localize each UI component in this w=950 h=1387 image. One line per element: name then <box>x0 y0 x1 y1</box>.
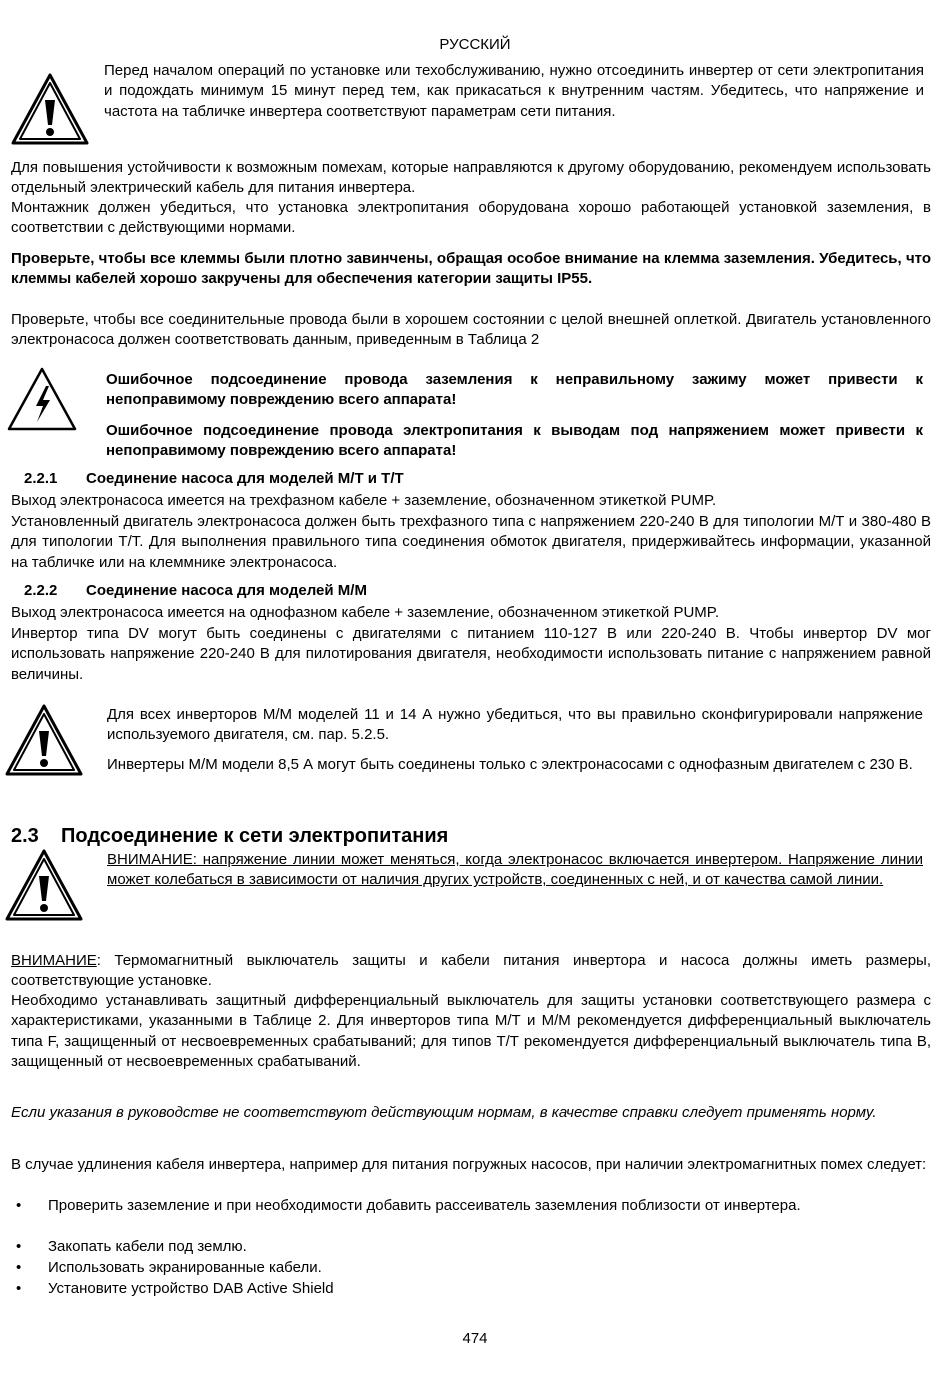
section-title: Соединение насоса для моделей М/М <box>86 582 367 599</box>
page-header-language: РУССКИЙ <box>439 36 511 53</box>
attention-text: : Термомагнитный выключатель защиты и кабели питания инвертора и насоса должны иметь размеры, соответствующие установке. <box>11 952 931 990</box>
list-item-text: Использовать экранированные кабели. <box>48 1259 322 1276</box>
warning-triangle-icon <box>10 72 90 146</box>
electric-shock-icon <box>6 366 78 432</box>
paragraph-terminals-bold: Проверьте, чтобы все клеммы были плотно завинчены, обращая особое внимание на клемма заземления. Убедитесь, что клеммы кабелей хорошо закручены для обеспечения категории защиты IP55. <box>11 250 931 288</box>
section-number: 2.2.2 <box>24 582 58 599</box>
list-item <box>12 1237 930 1257</box>
bullet-icon: • <box>16 1197 22 1214</box>
warning-shock-2: Ошибочное подсоединение провода электропитания к выводам под напряжением может привести к непоправимому повреждению всего аппарата! <box>106 422 923 460</box>
warning-paragraph-disconnect: Перед началом операций по установке или техобслуживанию, нужно отсоединить инвертер от сети электропитания и подождать минимум 15 минут перед тем, как прикасаться к внутренним частям. Убедитесь, что напряжение и частота на табличке инвертера соответствуют параметрам сети питания. <box>104 62 924 120</box>
list-item-text: Закопать кабели под землю. <box>48 1238 247 1255</box>
paragraph-differential: Необходимо устанавливать защитный дифференциальный выключатель для защиты установки соответствующего размера с характеристиками, указанными в Таблице 2. Для инверторов типа М/Т и М/М рекомендуется дифференциальный выключатель типа F, защищенный от несвоевременных срабатываний; для типов Т/Т рекомендуется дифференциальный выключатель типа В, защищенный от несвоевременных срабатываний. <box>11 992 931 1070</box>
paragraph-cable-extension: В случае удлинения кабеля инвертера, например для питания погружных насосов, при наличии электромагнитных помех следует: <box>11 1156 927 1173</box>
section-number: 2.3 <box>11 825 39 847</box>
list-item <box>12 1279 930 1299</box>
warning-mm-voltage: Для всех инверторов М/М моделей 11 и 14 А нужно убедиться, что вы правильно сконфигурировали напряжение используемого двигателя, см. пар. 5.2.5. <box>107 706 923 744</box>
warning-line-voltage: ВНИМАНИЕ: напряжение линии может меняться, когда электронасос включается инвертером. Напряжение линии может колебаться в зависимости от наличия других устройств, соединенных с ней, и от качества самой линии. <box>107 851 923 889</box>
paragraph-2-2-2-b: Инвертор типа DV могут быть соединены с двигателями с питанием 110-127 В или 220-240 В. Чтобы инвертор DV мог использовать напряжение 220-240 В для пилотирования двигателя, необходимости использовать питание с напряжением равной величины. <box>11 625 931 683</box>
paragraph-wires: Проверьте, чтобы все соединительные провода были в хорошем состоянии с целой внешней оплеткой. Двигатель установленного электронасоса должен соответствовать данным, приведенным в Таблица 2 <box>11 311 931 349</box>
list-item-text: Установите устройство DAB Active Shield <box>48 1280 334 1297</box>
paragraph-interference: Для повышения устойчивости к возможным помехам, которые направляются к другому оборудованию, рекомендуем использовать отдельный электрический кабель для питания инвертера. <box>11 159 931 197</box>
paragraph-attention-breaker <box>11 951 931 992</box>
paragraph-2-2-2-a: Выход электронасоса имеется на однофазном кабеле + заземление, обозначенном этикеткой PUMP. <box>11 604 720 621</box>
section-2-2-2-heading <box>24 582 367 599</box>
bullet-icon: • <box>16 1238 22 1255</box>
warning-triangle-icon <box>4 703 84 777</box>
warning-triangle-icon <box>4 848 84 922</box>
warning-shock-1: Ошибочное подсоединение провода заземления к неправильному зажиму может привести к непоправимому повреждению всего аппарата! <box>106 371 923 409</box>
paragraph-installer: Монтажник должен убедиться, что установка электропитания оборудована хорошо работающей установкой заземления, в соответствии с действующими нормами. <box>11 199 931 237</box>
section-2-3-heading <box>11 825 448 848</box>
list-item <box>12 1196 930 1216</box>
paragraph-2-2-1-b: Установленный двигатель электронасоса должен быть трехфазного типа с напряжением 220-240 В для типологии М/Т и 380-480 В для типологии Т/Т. Для выполнения правильного типа соединения обмоток двигателя, придерживайтесь информации, указанной на табличке или на клеммнике электронасоса. <box>11 513 931 571</box>
section-2-2-1-heading <box>24 470 404 487</box>
section-number: 2.2.1 <box>24 470 58 487</box>
section-title: Подсоединение к сети электропитания <box>61 825 449 847</box>
bullet-icon: • <box>16 1280 22 1297</box>
section-title: Соединение насоса для моделей М/Т и Т/Т <box>86 470 404 487</box>
attention-label: ВНИМАНИЕ <box>11 952 97 969</box>
list-item <box>12 1258 930 1278</box>
bullet-icon: • <box>16 1259 22 1276</box>
page-number: 474 <box>462 1330 488 1347</box>
list-item-text: Проверить заземление и при необходимости добавить рассеиватель заземления поблизости от инвертера. <box>48 1197 801 1214</box>
paragraph-norms-italic: Если указания в руководстве не соответствуют действующим нормам, в качестве справки следует применять норму. <box>11 1104 877 1121</box>
paragraph-2-2-1-a: Выход электронасоса имеется на трехфазном кабеле + заземление, обозначенном этикеткой PUMP. <box>11 492 717 509</box>
warning-mm-8-5a: Инвертеры М/М модели 8,5 А могут быть соединены только с электронасосами с однофазным двигателем с 230 В. <box>107 756 913 773</box>
